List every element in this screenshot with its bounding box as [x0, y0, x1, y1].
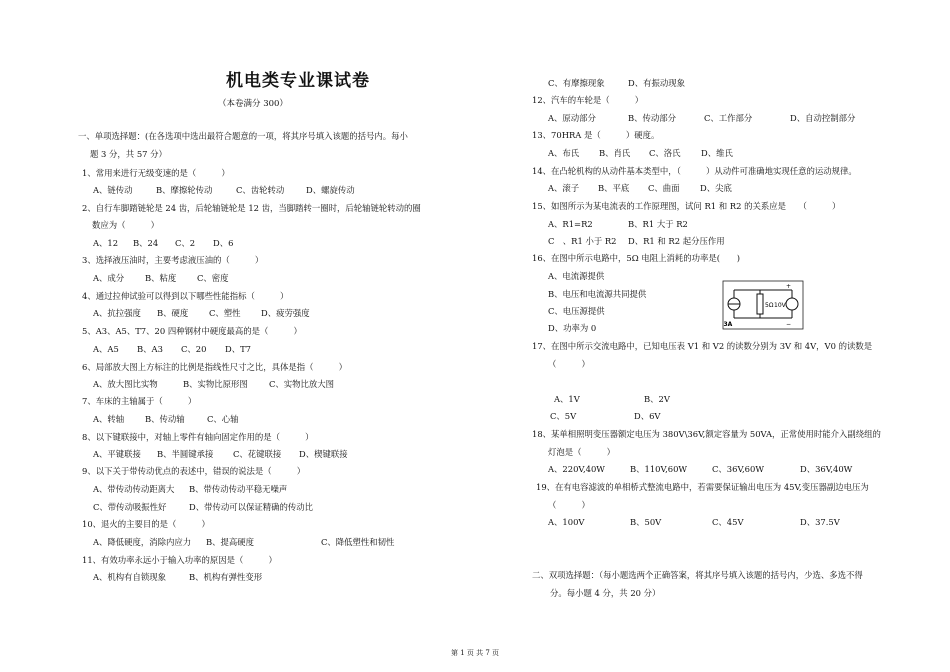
question-10: 10、退火的主要目的是（ ） [82, 519, 210, 529]
option: A、滚子 [548, 183, 580, 193]
options-2 [93, 238, 233, 249]
option: B、传动部分 [628, 113, 677, 123]
options-13 [548, 148, 733, 159]
option: B、实物比原形图 [183, 379, 248, 389]
current-label: 3A [723, 321, 733, 328]
question-15: 15、如图所示为某电流表的工作原理图，试问 R1 和 R2 的关系应是 （ ） [532, 201, 841, 211]
option: C、5V [550, 411, 577, 421]
option: C、2 [175, 238, 196, 248]
option: D、37.5V [800, 517, 840, 527]
option: A、成分 [93, 273, 125, 283]
option: C、36V,60W [712, 464, 764, 474]
option-16b: B、电压和电流源共同提供 [548, 289, 647, 299]
option: D、T7 [225, 344, 252, 354]
option: B、带传动传动平稳无噪声 [189, 484, 288, 494]
option: D、带传动可以保证精确的传动比 [189, 502, 313, 512]
option: B、肖氏 [599, 148, 631, 158]
option: D、6V [634, 411, 661, 421]
option: C、齿轮转动 [236, 185, 285, 195]
option: A、布氏 [548, 148, 580, 158]
option-16d: D、功率为 0 [548, 323, 597, 333]
options-9b [93, 502, 313, 513]
option: A、放大图比实物 [93, 379, 158, 389]
question-11: 11、有效功率永远小于输入功率的原因是（ ） [82, 555, 277, 565]
page-footer: 第 1 页 共 7 页 [450, 649, 500, 657]
options-3 [93, 273, 229, 284]
option: C、45V [712, 517, 744, 527]
options-7 [93, 414, 239, 425]
circuit-diagram [722, 280, 804, 330]
question-1: 1、常用来进行无级变速的是（ ） [82, 168, 230, 178]
option: A、原动部分 [548, 113, 596, 123]
options-15b [548, 236, 725, 247]
option: B、硬度 [157, 308, 189, 318]
option: C、有摩擦现象 [548, 78, 605, 88]
minus-label: − [786, 321, 792, 328]
question-14: 14、在凸轮机构的从动件基本类型中，（ ）从动件可准确地实现任意的运动规律。 [532, 166, 857, 176]
option-16c: C、电压源提供 [548, 306, 605, 316]
question-2-cont: 数应为（ ） [92, 220, 159, 230]
option: B、24 [133, 238, 159, 248]
option: D、楔键联接 [299, 449, 348, 459]
option: B、半圆键承接 [157, 449, 214, 459]
question-5: 5、A3、A5、T7、20 四种钢材中硬度最高的是（ ） [82, 326, 302, 336]
section1-heading-cont: 题 3 分，共 57 分） [90, 149, 167, 159]
option: B、摩擦轮传动 [156, 185, 213, 195]
option: A、链传动 [93, 185, 133, 195]
option: D、螺旋传动 [306, 185, 355, 195]
question-6: 6、局部放大图上方标注的比例是指线性尺寸之比，具体是指（ ） [82, 362, 347, 372]
option: C、20 [181, 344, 207, 354]
option: C、带传动吸振性好 [93, 502, 167, 512]
option: B、粘度 [145, 273, 177, 283]
voltage-source-icon [786, 298, 798, 310]
option: C、密度 [197, 273, 229, 283]
option: A、12 [93, 238, 119, 248]
option: D、维氏 [701, 148, 733, 158]
option: A、A5 [93, 344, 119, 354]
option: C、实物比放大图 [269, 379, 335, 389]
question-17-cont: （ ） [548, 359, 590, 369]
option: B、提高硬度 [206, 537, 255, 547]
page-title: 机电类专业课试卷 [226, 71, 370, 91]
option: A、R1=R2 [548, 219, 593, 229]
options-6 [93, 379, 334, 390]
voltage-label: 10V [774, 302, 786, 309]
options-11b [548, 78, 685, 89]
option: D、疲劳强度 [261, 308, 310, 318]
option: A、平键联接 [93, 449, 141, 459]
question-7: 7、车床的主轴属于（ ） [82, 396, 197, 406]
options-18 [548, 464, 852, 475]
option: A、机构有自锁现象 [93, 572, 167, 582]
question-17: 17、在图中所示交流电路中，已知电压表 V1 和 V2 的读数分别为 3V 和 4V，V0 的读数是 [532, 341, 873, 351]
option: D、有振动现象 [628, 78, 685, 88]
option: A、带传动传动距离大 [93, 484, 175, 494]
option: D、6 [213, 238, 234, 248]
option: B、110V,60W [630, 464, 688, 474]
options-15a [548, 219, 688, 230]
option: B、A3 [137, 344, 163, 354]
question-4: 4、通过拉伸试验可以得到以下哪些性能指标（ ） [82, 291, 289, 301]
option: A、220V,40W [548, 464, 605, 474]
option: C、洛氏 [649, 148, 681, 158]
option-16a: A、电流源提供 [548, 271, 605, 281]
option: C、花键联接 [233, 449, 282, 459]
option: D、36V,40W [800, 464, 853, 474]
option: C、塑性 [209, 308, 241, 318]
question-19-cont: （ ） [548, 500, 590, 510]
option: A、100V [548, 517, 585, 527]
option: B、50V [630, 517, 662, 527]
question-19: 19、在有电容滤波的单相桥式整流电路中，若需要保证输出电压为 45V,变压器副边电压为 [536, 482, 869, 492]
option: A、1V [554, 394, 580, 404]
options-14 [548, 183, 732, 194]
page-subtitle: （本卷满分 300） [218, 99, 288, 109]
options-1 [93, 185, 355, 196]
question-12: 12、汽车的车轮是（ ） [532, 95, 644, 105]
options-17a [554, 394, 670, 405]
option: A、抗拉强度 [93, 308, 141, 318]
options-12 [548, 113, 855, 124]
question-9: 9、以下关于带传动优点的表述中，错误的说法是（ ） [82, 466, 306, 476]
plus-label: + [786, 283, 792, 290]
options-8 [93, 449, 348, 460]
section2-heading: 二、双项选择题：（每小题选两个正确答案，将其序号填入该题的括号内，少选、多选不得 [532, 570, 863, 580]
option: C、心轴 [207, 414, 239, 424]
option: C、曲面 [648, 183, 680, 193]
option: B、传动轴 [145, 414, 185, 424]
question-18-cont: 灯泡是（ ） [548, 447, 615, 457]
question-16: 16、在图中所示电路中，5Ω 电阻上消耗的功率是( ) [532, 253, 740, 263]
options-10 [93, 537, 394, 548]
option: D、R1 和 R2 起分压作用 [628, 236, 725, 246]
options-9a [93, 484, 287, 495]
options-11a [93, 572, 262, 583]
options-4 [93, 308, 310, 319]
option: D、尖底 [700, 183, 732, 193]
option: B、R1 大于 R2 [628, 219, 688, 229]
question-13: 13、70HRA 是（ ）硬度。 [532, 130, 660, 140]
option: D、自动控制部分 [790, 113, 856, 123]
resistor-icon [757, 294, 763, 314]
option: B、机构有弹性变形 [189, 572, 263, 582]
option: C 、R1 小于 R2 [548, 236, 617, 246]
options-17b [550, 411, 660, 422]
options-5 [93, 344, 251, 355]
option: C、降低塑性和韧性 [321, 537, 395, 547]
option: C、工作部分 [704, 113, 753, 123]
question-8: 8、以下键联接中，对轴上零件有轴向固定作用的是（ ） [82, 432, 314, 442]
section2-heading-cont: 分。每小题 4 分，共 20 分） [550, 588, 661, 598]
option: A、转轴 [93, 414, 125, 424]
resistor-label: 5Ω [765, 302, 774, 309]
option: B、平底 [598, 183, 630, 193]
question-18: 18、某单相照明变压器额定电压为 380V\36V,额定容量为 50VA，正常使用时能介入副绕组的 [532, 429, 881, 439]
option: A、降低硬度，消除内应力 [93, 537, 192, 547]
options-19 [548, 517, 840, 528]
question-3: 3、选择液压油时，主要考虑液压油的（ ） [82, 255, 264, 265]
option: B、2V [644, 394, 670, 404]
section1-heading: 一、单项选择题：(在各选项中选出最符合题意的一项，将其序号填入该题的括号内。每小 [78, 131, 408, 141]
question-2: 2、自行车脚踏链轮是 24 齿，后轮轴链轮是 12 齿，当脚踏转一圈时，后轮轴链轮转动的圈 [82, 203, 421, 213]
